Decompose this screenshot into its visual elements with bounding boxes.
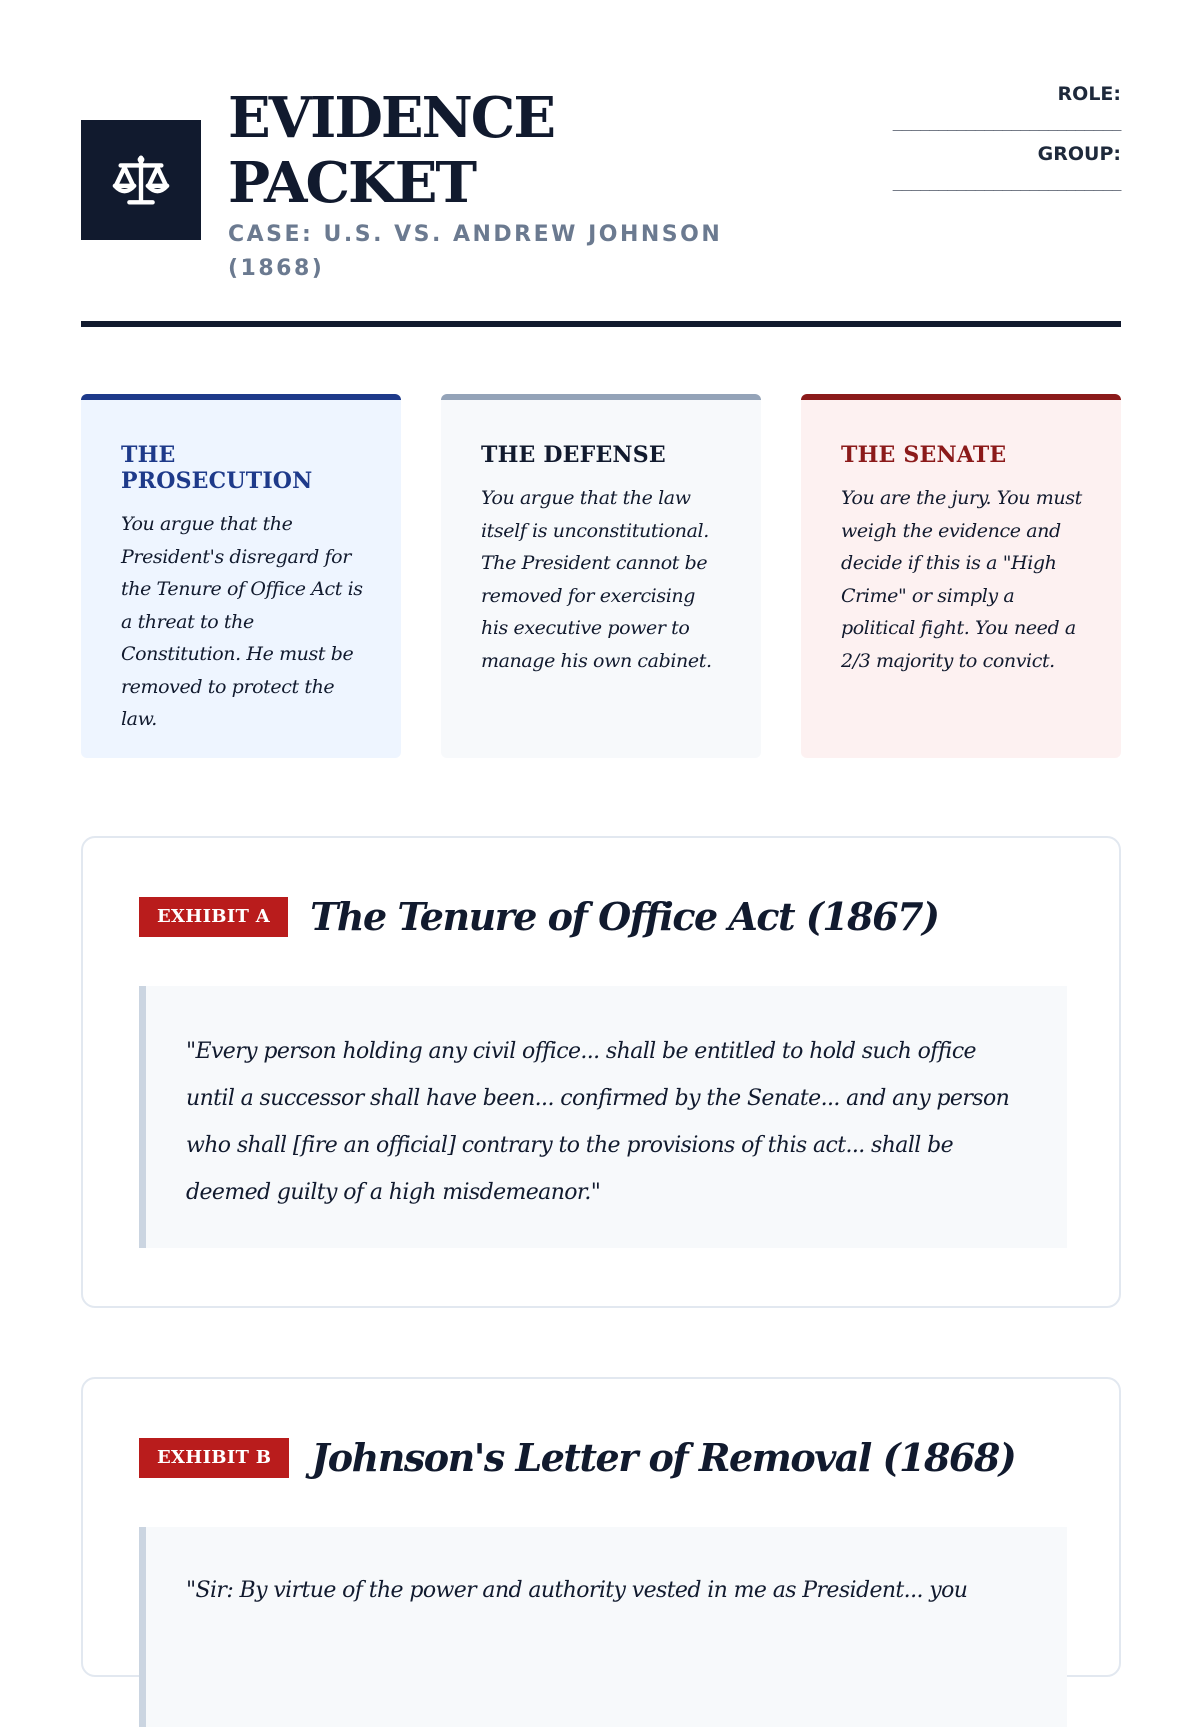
card-text: You argue that the President's disregard for the Tenure of Office Act is a threat to the Constitution. He must be removed to protect the law.: [121, 513, 363, 730]
card-title: THE SENATE: [841, 442, 1007, 468]
exhibit-header: [139, 894, 939, 939]
role-card-defense: [441, 394, 761, 758]
logo-box: [81, 120, 201, 240]
role-label: ROLE:: [1057, 83, 1121, 105]
exhibit-badge: EXHIBIT B: [139, 1438, 289, 1478]
scales-of-justice-icon: [110, 149, 172, 211]
role-cards: [81, 394, 1121, 758]
case-subtitle: CASE: U.S. VS. ANDREW JOHNSON (1868): [228, 222, 723, 281]
exhibit-b: [81, 1377, 1121, 1677]
exhibit-title: The Tenure of Office Act (1867): [310, 894, 939, 939]
card-title: THE PROSECUTION: [121, 442, 313, 494]
role-card-prosecution: [81, 394, 401, 758]
role-blank[interactable]: _________________________: [892, 112, 1121, 131]
card-title: THE DEFENSE: [481, 442, 666, 468]
group-blank[interactable]: _________________________: [892, 172, 1121, 191]
exhibit-badge: EXHIBIT A: [139, 897, 288, 937]
exhibit-quote: "Sir: By virtue of the power and authority vested in me as President... you: [139, 1527, 1067, 1727]
student-info: [893, 80, 1121, 200]
header-divider: [81, 321, 1121, 327]
exhibit-title: Johnson's Letter of Removal (1868): [311, 1435, 1016, 1480]
exhibit-header: [139, 1435, 1015, 1480]
title-line-2: PACKET: [228, 150, 476, 216]
card-text: You are the jury. You must weigh the evidence and decide if this is a "High Crime" or simply a political fight. You need a 2/3 majority to convict.: [841, 487, 1082, 672]
group-label: GROUP:: [1037, 143, 1121, 165]
title-block: [228, 86, 728, 286]
exhibit-quote: "Every person holding any civil office... shall be entitled to hold such office until a successor shall have been... confirmed by the Senate... and any person who shall [fire an official] contrary to the provisions of this act... shall be deemed guilty of a high misdemeanor.": [139, 986, 1067, 1248]
page-title: [228, 86, 728, 216]
role-card-senate: [801, 394, 1121, 758]
card-text: You argue that the law itself is unconstitutional. The President cannot be removed for exercising his executive power to manage his own cabinet.: [481, 487, 712, 672]
exhibit-a: [81, 836, 1121, 1308]
title-line-1: EVIDENCE: [228, 85, 555, 151]
